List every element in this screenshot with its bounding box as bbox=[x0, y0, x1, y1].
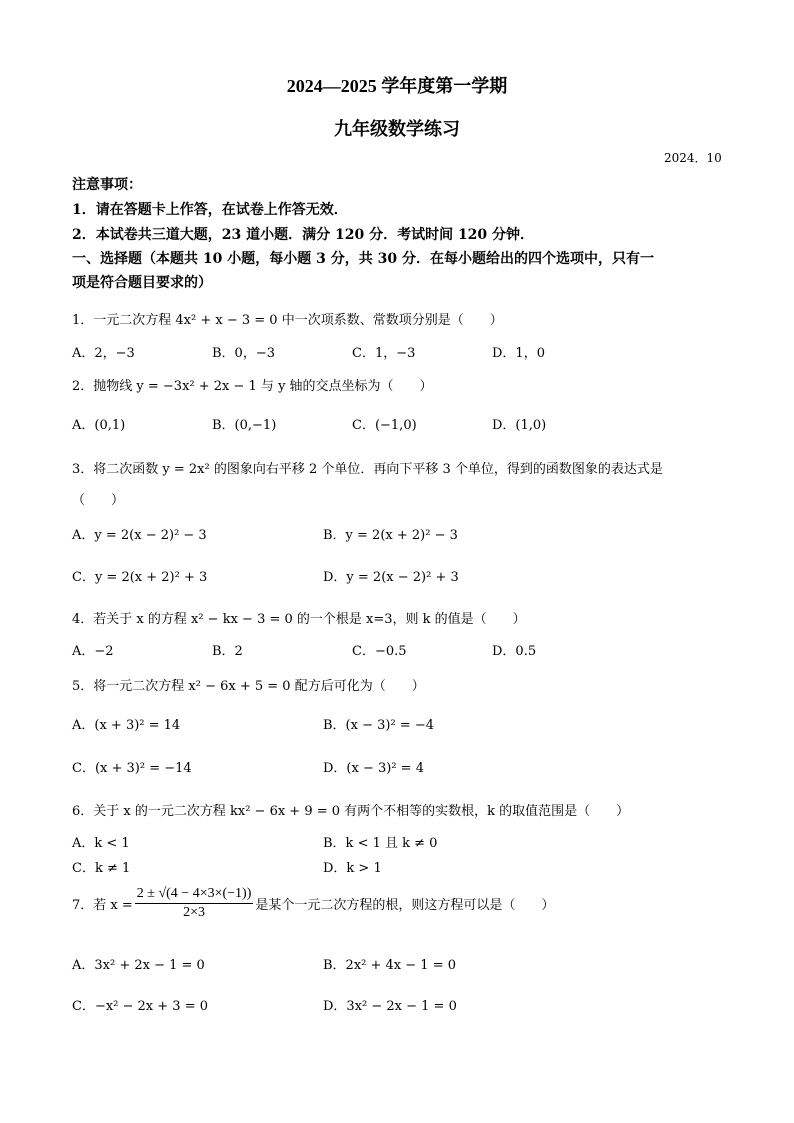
question-5-option-d[interactable]: D．(x − 3)² = 4 bbox=[323, 761, 424, 776]
note-item-2: 2．本试卷共三道大题，23 道小题．满分 120 分．考试时间 120 分钟． bbox=[72, 227, 535, 243]
question-7-option-c[interactable]: C．−x² − 2x + 3 = 0 bbox=[72, 999, 208, 1014]
section-heading-line1: 一、选择题（本题共 10 小题，每小题 3 分，共 30 分．在每小题给出的四个选项中，只有一 bbox=[72, 251, 654, 267]
question-6-option-a[interactable]: A．k < 1 bbox=[72, 836, 130, 851]
question-5-stem: 5．将一元二次方程 x² − 6x + 5 = 0 配方后可化为（ ） bbox=[72, 679, 425, 694]
question-3-option-b[interactable]: B．y = 2(x + 2)² − 3 bbox=[323, 528, 458, 543]
exam-subtitle: 九年级数学练习 bbox=[334, 119, 460, 139]
question-6-option-d[interactable]: D．k > 1 bbox=[323, 861, 382, 876]
question-1-option-a[interactable]: A．2，−3 bbox=[72, 346, 135, 361]
question-7-option-b[interactable]: B．2x² + 4x − 1 = 0 bbox=[323, 958, 456, 973]
question-2-option-c[interactable]: C．(−1,0) bbox=[352, 418, 417, 433]
question-7-stem bbox=[72, 886, 554, 921]
question-1-option-d[interactable]: D．1，0 bbox=[492, 346, 545, 361]
question-6-option-c[interactable]: C．k ≠ 1 bbox=[72, 861, 131, 876]
question-3-stem-line2: （ ） bbox=[72, 493, 125, 508]
question-6-option-b[interactable]: B．k < 1 且 k ≠ 0 bbox=[323, 836, 438, 851]
exam-title: 2024—2025 学年度第一学期 bbox=[286, 76, 508, 96]
question-1-option-c[interactable]: C．1，−3 bbox=[352, 346, 416, 361]
question-5-option-a[interactable]: A．(x + 3)² = 14 bbox=[72, 718, 181, 733]
question-2-option-b[interactable]: B．(0,−1) bbox=[212, 418, 277, 433]
note-item-1: 1．请在答题卡上作答，在试卷上作答无效． bbox=[72, 202, 348, 218]
fraction-denominator: 2×3 bbox=[183, 905, 206, 920]
question-7-suffix: 是某个一元二次方程的根，则这方程可以是（ ） bbox=[255, 898, 555, 913]
question-3-stem-line1: 3．将二次函数 y = 2x² 的图象向右平移 2 个单位．再向下平移 3 个单位，得到的函数图象的表达式是 bbox=[72, 462, 663, 477]
section-heading-line2: 项是符合题目要求的） bbox=[72, 275, 212, 291]
question-3-option-c[interactable]: C．y = 2(x + 2)² + 3 bbox=[72, 570, 208, 585]
question-2-stem: 2．抛物线 y = −3x² + 2x − 1 与 y 轴的交点坐标为（ ） bbox=[72, 379, 433, 394]
question-4-option-c[interactable]: C．−0.5 bbox=[352, 644, 407, 659]
question-7-fraction bbox=[135, 886, 254, 921]
question-2-option-a[interactable]: A．(0,1) bbox=[72, 418, 126, 433]
question-5-option-b[interactable]: B．(x − 3)² = −4 bbox=[323, 718, 434, 733]
question-6-stem: 6．关于 x 的一元二次方程 kx² − 6x + 9 = 0 有两个不相等的实数根，k 的取值范围是（ ） bbox=[72, 804, 630, 819]
question-5-option-c[interactable]: C．(x + 3)² = −14 bbox=[72, 761, 192, 776]
question-4-option-d[interactable]: D．0.5 bbox=[492, 644, 537, 659]
question-1-option-b[interactable]: B．0，−3 bbox=[212, 346, 275, 361]
question-4-option-b[interactable]: B．2 bbox=[212, 644, 243, 659]
question-7-prefix: 7．若 x = bbox=[72, 898, 133, 913]
question-3-option-d[interactable]: D．y = 2(x − 2)² + 3 bbox=[323, 570, 459, 585]
question-1-stem: 1．一元二次方程 4x² + x − 3 = 0 中一次项系数、常数项分别是（ ） bbox=[72, 313, 503, 328]
exam-date: 2024．10 bbox=[664, 151, 722, 165]
fraction-numerator: 2 ± √(4 − 4×3×(−1)) bbox=[135, 886, 254, 904]
question-7-option-d[interactable]: D．3x² − 2x − 1 = 0 bbox=[323, 999, 457, 1014]
question-4-stem: 4．若关于 x 的方程 x² − kx − 3 = 0 的一个根是 x=3，则 k 的值是（ ） bbox=[72, 612, 526, 627]
question-4-option-a[interactable]: A．−2 bbox=[72, 644, 114, 659]
notes-heading: 注意事项： bbox=[72, 177, 142, 193]
question-2-option-d[interactable]: D．(1,0) bbox=[492, 418, 547, 433]
question-3-option-a[interactable]: A．y = 2(x − 2)² − 3 bbox=[72, 528, 207, 543]
question-7-option-a[interactable]: A．3x² + 2x − 1 = 0 bbox=[72, 958, 205, 973]
